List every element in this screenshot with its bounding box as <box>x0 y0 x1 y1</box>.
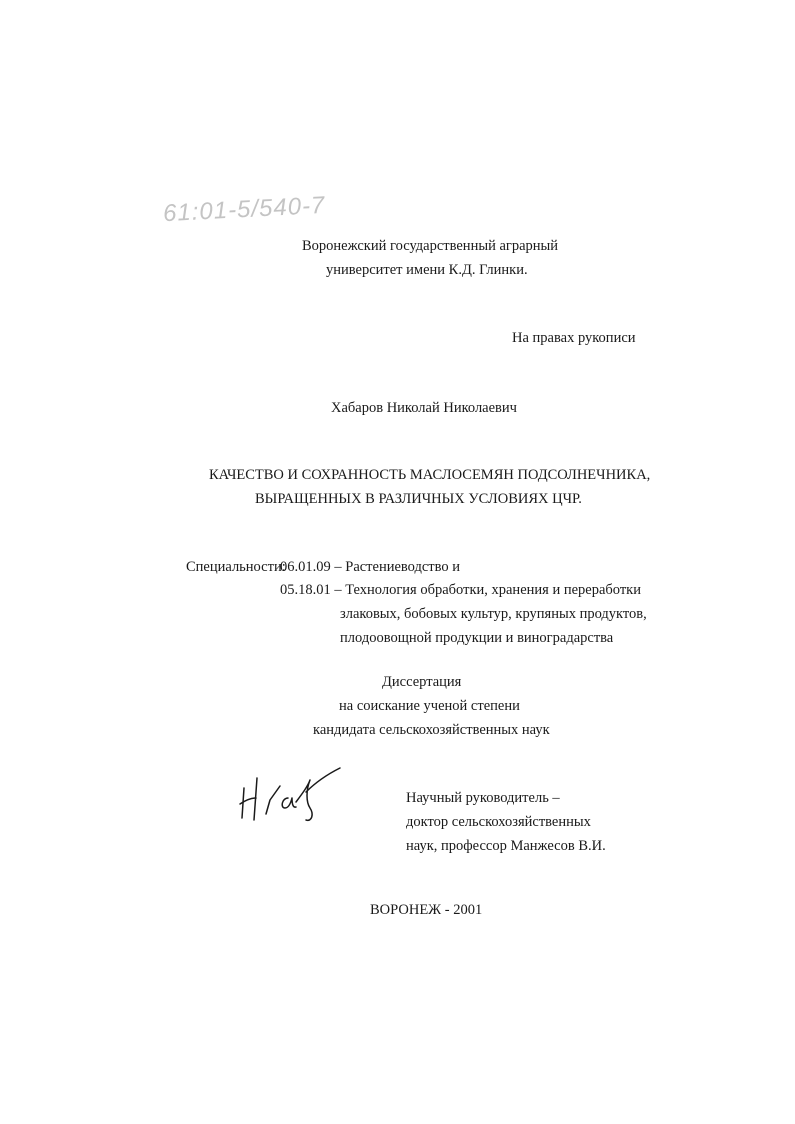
author-name: Хабаров Николай Николаевич <box>331 400 517 416</box>
specialties-label: Специальности: <box>186 559 286 575</box>
supervisor-line-1: Научный руководитель – <box>406 790 560 806</box>
city-year: ВОРОНЕЖ - 2001 <box>370 902 483 918</box>
university-line-1: Воронежский государственный аграрный <box>302 238 559 254</box>
university-line-2: университет имени К.Д. Глинки. <box>326 262 528 278</box>
thesis-title-line-1: КАЧЕСТВО И СОХРАННОСТЬ МАСЛОСЕМЯН ПОДСОЛНЕЧНИКА, <box>209 467 651 483</box>
dissertation-label: Диссертация <box>382 674 462 690</box>
dissertation-science-line: кандидата сельскохозяйственных наук <box>313 722 550 738</box>
specialty-2-line-3: плодоовощной продукции и виноградарства <box>340 630 614 646</box>
archive-stamp: 61:01-5/540-7 <box>162 191 327 228</box>
specialty-2-line-2: злаковых, бобовых культур, крупяных продуктов, <box>340 606 647 622</box>
specialty-2-line-1: 05.18.01 – Технология обработки, хранения и переработки <box>280 582 641 598</box>
author-signature <box>236 764 342 826</box>
thesis-title-line-2: ВЫРАЩЕННЫХ В РАЗЛИЧНЫХ УСЛОВИЯХ ЦЧР. <box>255 491 582 507</box>
supervisor-line-2: доктор сельскохозяйственных <box>406 814 591 830</box>
manuscript-rights: На правах рукописи <box>512 330 636 346</box>
dissertation-degree-line: на соискание ученой степени <box>339 698 520 714</box>
supervisor-line-3: наук, профессор Манжесов В.И. <box>406 838 606 854</box>
specialty-1: 06.01.09 – Растениеводство и <box>280 559 461 575</box>
